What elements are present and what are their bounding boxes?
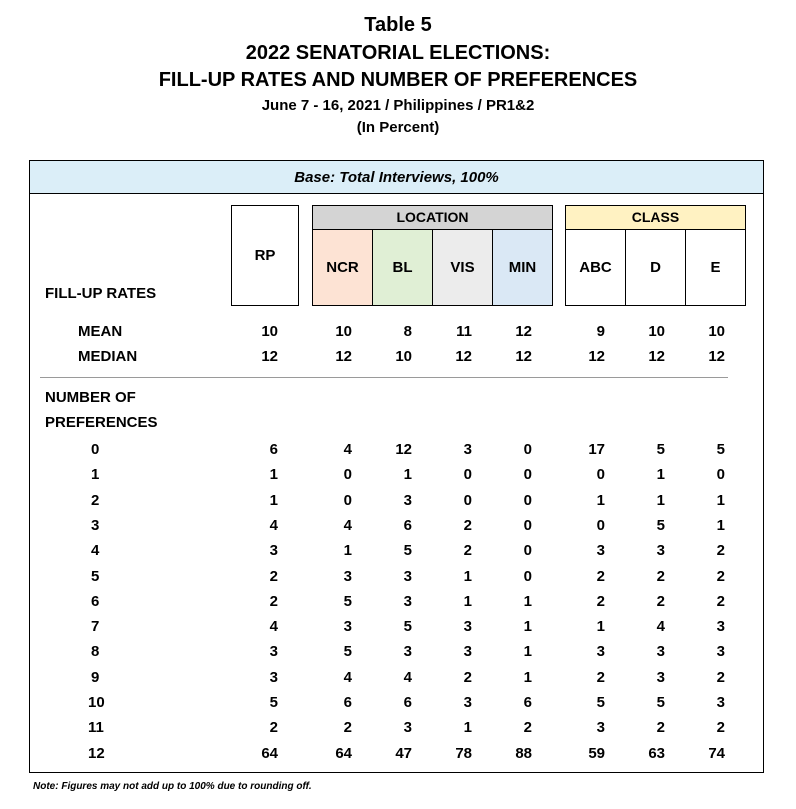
cell-value: 3 bbox=[656, 668, 665, 686]
cell-value: 3 bbox=[269, 542, 278, 560]
row-label: 4 bbox=[91, 542, 100, 560]
cell-value: 2 bbox=[269, 719, 278, 737]
cell-value: 1 bbox=[596, 618, 605, 636]
cell-value: 10 bbox=[261, 323, 278, 340]
col-header-d: D bbox=[625, 229, 686, 306]
cell-value: 12 bbox=[588, 348, 605, 365]
cell-value: 2 bbox=[343, 719, 352, 737]
cell-value: 1 bbox=[656, 491, 665, 509]
cell-value: 3 bbox=[596, 719, 605, 737]
survey-dates: June 7 - 16, 2021 / Philippines / PR1&2 bbox=[261, 97, 535, 114]
section-divider bbox=[40, 377, 728, 378]
cell-value: 5 bbox=[343, 643, 352, 661]
cell-value: 0 bbox=[596, 466, 605, 484]
row-label: 10 bbox=[88, 694, 105, 711]
col-header-e: E bbox=[685, 229, 746, 306]
row-label: 0 bbox=[91, 441, 100, 458]
cell-value: 3 bbox=[343, 618, 352, 636]
cell-value: 0 bbox=[523, 491, 532, 509]
cell-value: 63 bbox=[648, 744, 665, 762]
cell-value: 3 bbox=[269, 643, 278, 661]
cell-value: 64 bbox=[335, 744, 352, 762]
cell-value: 5 bbox=[656, 694, 665, 711]
row-label: 5 bbox=[91, 567, 100, 585]
cell-value: 2 bbox=[463, 668, 472, 686]
cell-value: 5 bbox=[596, 694, 605, 711]
row-label: 8 bbox=[91, 643, 100, 661]
cell-value: 3 bbox=[596, 643, 605, 661]
cell-value: 8 bbox=[403, 323, 412, 340]
col-header-bl: BL bbox=[372, 229, 433, 306]
cell-value: 10 bbox=[648, 323, 665, 340]
cell-value: 1 bbox=[716, 491, 725, 509]
cell-value: 1 bbox=[463, 567, 472, 585]
col-header-vis: VIS bbox=[432, 229, 493, 306]
cell-value: 1 bbox=[463, 592, 472, 610]
cell-value: 2 bbox=[656, 567, 665, 585]
cell-value: 3 bbox=[269, 668, 278, 686]
row-label: 1 bbox=[91, 466, 100, 484]
preferences-label-line2: PREFERENCES bbox=[45, 414, 158, 431]
cell-value: 3 bbox=[656, 542, 665, 560]
cell-value: 2 bbox=[716, 542, 725, 560]
cell-value: 3 bbox=[463, 441, 472, 458]
cell-value: 0 bbox=[716, 466, 725, 484]
cell-value: 5 bbox=[403, 618, 412, 636]
cell-value: 1 bbox=[463, 719, 472, 737]
row-label: 6 bbox=[91, 592, 100, 610]
row-label: 2 bbox=[91, 491, 100, 509]
cell-value: 5 bbox=[269, 694, 278, 711]
cell-value: 17 bbox=[588, 441, 605, 458]
col-header-min: MIN bbox=[492, 229, 553, 306]
group-header-location: LOCATION bbox=[312, 205, 553, 230]
cell-value: 2 bbox=[596, 567, 605, 585]
row-label: 7 bbox=[91, 618, 100, 636]
cell-value: 1 bbox=[596, 491, 605, 509]
table-number: Table 5 bbox=[364, 14, 432, 36]
cell-value: 59 bbox=[588, 744, 605, 762]
cell-value: 74 bbox=[708, 744, 725, 762]
cell-value: 88 bbox=[515, 744, 532, 762]
row-label: 9 bbox=[91, 668, 100, 686]
group-header-class: CLASS bbox=[565, 205, 746, 230]
cell-value: 0 bbox=[523, 542, 532, 560]
cell-value: 0 bbox=[343, 466, 352, 484]
cell-value: 64 bbox=[261, 744, 278, 762]
cell-value: 12 bbox=[335, 348, 352, 365]
cell-value: 4 bbox=[269, 618, 278, 636]
cell-value: 12 bbox=[708, 348, 725, 365]
cell-value: 4 bbox=[343, 516, 352, 534]
cell-value: 1 bbox=[656, 466, 665, 484]
cell-value: 0 bbox=[523, 441, 532, 458]
cell-value: 3 bbox=[656, 643, 665, 661]
cell-value: 5 bbox=[716, 441, 725, 458]
row-label: MEAN bbox=[78, 323, 123, 340]
cell-value: 5 bbox=[403, 542, 412, 560]
cell-value: 0 bbox=[523, 516, 532, 534]
cell-value: 4 bbox=[269, 516, 278, 534]
cell-value: 3 bbox=[343, 567, 352, 585]
col-header-ncr: NCR bbox=[312, 229, 373, 306]
cell-value: 3 bbox=[716, 694, 725, 711]
cell-value: 1 bbox=[523, 618, 532, 636]
cell-value: 11 bbox=[456, 323, 472, 340]
cell-value: 4 bbox=[656, 618, 665, 636]
cell-value: 12 bbox=[455, 348, 472, 365]
cell-value: 2 bbox=[269, 592, 278, 610]
table-title: 2022 SENATORIAL ELECTIONS: bbox=[245, 42, 551, 64]
cell-value: 5 bbox=[656, 441, 665, 458]
col-header-rp: RP bbox=[231, 205, 299, 306]
cell-value: 1 bbox=[403, 466, 412, 484]
cell-value: 2 bbox=[523, 719, 532, 737]
cell-value: 4 bbox=[343, 441, 352, 458]
row-label: 3 bbox=[91, 516, 100, 534]
cell-value: 3 bbox=[463, 643, 472, 661]
cell-value: 4 bbox=[403, 668, 412, 686]
cell-value: 1 bbox=[523, 643, 532, 661]
cell-value: 3 bbox=[403, 719, 412, 737]
cell-value: 6 bbox=[403, 516, 412, 534]
fill-up-rates-label: FILL-UP RATES bbox=[45, 285, 157, 302]
cell-value: 12 bbox=[648, 348, 665, 365]
row-label: MEDIAN bbox=[78, 348, 138, 365]
cell-value: 3 bbox=[716, 643, 725, 661]
cell-value: 78 bbox=[455, 744, 472, 762]
cell-value: 12 bbox=[261, 348, 278, 365]
cell-value: 5 bbox=[656, 516, 665, 534]
cell-value: 10 bbox=[335, 323, 352, 340]
base-banner: Base: Total Interviews, 100% bbox=[30, 161, 763, 194]
row-label: 11 bbox=[88, 719, 104, 737]
cell-value: 3 bbox=[596, 542, 605, 560]
cell-value: 0 bbox=[463, 491, 472, 509]
cell-value: 12 bbox=[515, 323, 532, 340]
cell-value: 2 bbox=[463, 516, 472, 534]
cell-value: 5 bbox=[343, 592, 352, 610]
cell-value: 3 bbox=[403, 491, 412, 509]
table-subtitle: FILL-UP RATES AND NUMBER OF PREFERENCES bbox=[158, 69, 638, 91]
cell-value: 2 bbox=[596, 668, 605, 686]
cell-value: 6 bbox=[269, 441, 278, 458]
cell-value: 2 bbox=[716, 567, 725, 585]
cell-value: 12 bbox=[395, 441, 412, 458]
cell-value: 3 bbox=[403, 592, 412, 610]
cell-value: 3 bbox=[463, 694, 472, 711]
cell-value: 6 bbox=[403, 694, 412, 711]
cell-value: 1 bbox=[716, 516, 725, 534]
cell-value: 3 bbox=[403, 643, 412, 661]
cell-value: 47 bbox=[395, 744, 412, 762]
cell-value: 1 bbox=[523, 592, 532, 610]
cell-value: 0 bbox=[343, 491, 352, 509]
cell-value: 2 bbox=[716, 719, 725, 737]
cell-value: 4 bbox=[343, 668, 352, 686]
cell-value: 9 bbox=[596, 323, 605, 340]
cell-value: 1 bbox=[343, 542, 352, 560]
cell-value: 2 bbox=[716, 592, 725, 610]
cell-value: 6 bbox=[523, 694, 532, 711]
cell-value: 10 bbox=[395, 348, 412, 365]
cell-value: 3 bbox=[716, 618, 725, 636]
cell-value: 2 bbox=[596, 592, 605, 610]
cell-value: 2 bbox=[463, 542, 472, 560]
cell-value: 1 bbox=[269, 491, 278, 509]
cell-value: 3 bbox=[403, 567, 412, 585]
cell-value: 1 bbox=[269, 466, 278, 484]
col-header-abc: ABC bbox=[565, 229, 626, 306]
cell-value: 2 bbox=[716, 668, 725, 686]
preferences-label-line1: NUMBER OF bbox=[45, 389, 136, 406]
cell-value: 2 bbox=[656, 719, 665, 737]
cell-value: 2 bbox=[269, 567, 278, 585]
cell-value: 6 bbox=[343, 694, 352, 711]
cell-value: 0 bbox=[463, 466, 472, 484]
cell-value: 10 bbox=[708, 323, 725, 340]
unit-label: (In Percent) bbox=[356, 119, 440, 136]
cell-value: 2 bbox=[656, 592, 665, 610]
footnote: Note: Figures may not add up to 100% due to rounding off. bbox=[33, 781, 312, 792]
cell-value: 12 bbox=[515, 348, 532, 365]
cell-value: 1 bbox=[523, 668, 532, 686]
cell-value: 0 bbox=[596, 516, 605, 534]
cell-value: 0 bbox=[523, 567, 532, 585]
cell-value: 3 bbox=[463, 618, 472, 636]
cell-value: 0 bbox=[523, 466, 532, 484]
row-label: 12 bbox=[88, 744, 105, 762]
